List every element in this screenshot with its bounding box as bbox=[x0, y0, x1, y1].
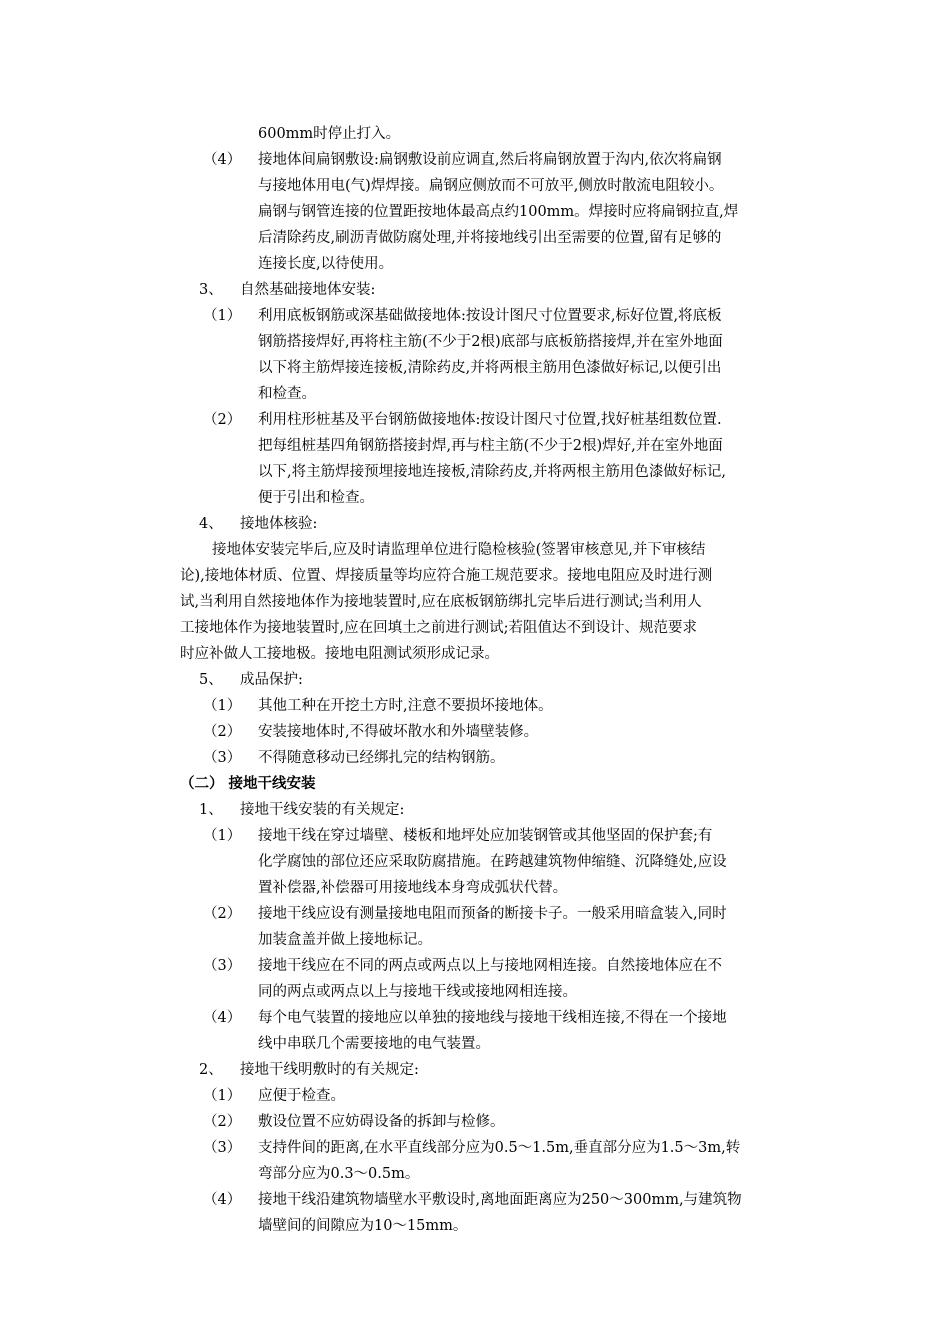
item-text-line: 扁钢与钢管连接的位置距按地体最高点约100mm。焊接时应将扁钢拉直,焊 bbox=[258, 204, 739, 220]
item-text-line: 以下,将主筋焊接预埋接地连接板,清除药皮,并将两根主筋用色漆做好标记, bbox=[258, 464, 726, 480]
item-text-line: 以下将主筋焊接连接板,清除药皮,并将两根主筋用色漆做好标记,以便引出 bbox=[258, 360, 722, 376]
paragraph-line: 工接地体作为接地装置时,应在回填土之前进行测试;若阻值达不到设计、规范要求 bbox=[180, 620, 697, 636]
item-text-line: 弯部分应为0.3～0.5m。 bbox=[258, 1166, 420, 1182]
item-text-line: 敷设位置不应妨碍设备的拆卸与检修。 bbox=[258, 1114, 505, 1130]
section-label: 接地干线明敷时的有关规定: bbox=[240, 1062, 419, 1078]
item-text-line: 墙壁间的间隙应为10～15mm。 bbox=[258, 1218, 468, 1234]
item-number: （4） bbox=[203, 1192, 242, 1208]
item-text-line: 把每组桩基四角钢筋搭接封焊,再与柱主筋(不少于2根)焊好,并在室外地面 bbox=[258, 438, 723, 454]
section-label: 自然基础接地体安装: bbox=[240, 282, 376, 298]
item-text-line: 便于引出和检查。 bbox=[258, 490, 374, 506]
item-text-line: 置补偿器,补偿器可用接地线本身弯成弧状代替。 bbox=[258, 880, 568, 896]
item-number: （2） bbox=[203, 412, 242, 428]
item-text-line: 利用柱形桩基及平台钢筋做接地体:按设计图尺寸位置,找好桩基组数位置. bbox=[258, 412, 722, 428]
section-number: 2、 bbox=[199, 1062, 223, 1078]
section-label: 成品保护: bbox=[240, 672, 303, 688]
item-text-line: 安装接地体时,不得破坏散水和外墙壁装修。 bbox=[258, 724, 539, 740]
item-number: （2） bbox=[203, 906, 242, 922]
item-text-line: 接地干线沿建筑物墙壁水平敷设时,离地面距离应为250～300mm,与建筑物 bbox=[258, 1192, 742, 1208]
item-text-line: 利用底板钢筋或深基础做接地体:按设计图尺寸位置要求,标好位置,将底板 bbox=[258, 308, 722, 324]
item-text-line: 接地干线在穿过墙壁、楼板和地坪处应加装钢管或其他坚固的保护套;有 bbox=[258, 828, 713, 844]
item-text-line: 接地干线应在不同的两点或两点以上与接地网相连接。自然接地体应在不 bbox=[258, 958, 722, 974]
item-number: （2） bbox=[203, 724, 242, 740]
item-text-line: 后清除药皮,刷沥青做防腐处理,并将接地线引出至需要的位置,留有足够的 bbox=[258, 230, 722, 246]
item-number: （4） bbox=[203, 152, 242, 168]
item-number: （1） bbox=[203, 1088, 242, 1104]
item-text-line: 同的两点或两点以上与接地干线或接地网相连接。 bbox=[258, 984, 577, 1000]
item-number: （4） bbox=[203, 1010, 242, 1026]
item-text-line: 钢筋搭接焊好,再将柱主筋(不少于2根)底部与底板筋搭接焊,并在室外地面 bbox=[258, 334, 723, 350]
section-heading: （二） 接地干线安装 bbox=[180, 775, 316, 792]
section-number: 5、 bbox=[199, 672, 223, 688]
item-text-line: 不得随意移动已经绑扎完的结构钢筋。 bbox=[258, 750, 505, 766]
item-text-line: 连接长度,以待使用。 bbox=[258, 256, 394, 272]
item-text-line: 和检查。 bbox=[258, 386, 316, 402]
item-text-line: 每个电气装置的接地应以单独的接地线与接地干线相连接,不得在一个接地 bbox=[258, 1010, 727, 1026]
item-text-line: 应便于检查。 bbox=[258, 1088, 345, 1104]
item-number: （1） bbox=[203, 308, 242, 324]
text-line: 600mm时停止打入。 bbox=[258, 126, 401, 142]
section-label: 接地干线安装的有关规定: bbox=[240, 802, 405, 818]
paragraph-line: 时应补做人工接地极。接地电阻测试须形成记录。 bbox=[180, 646, 499, 662]
section-number: 4、 bbox=[199, 516, 223, 532]
item-number: （1） bbox=[203, 698, 242, 714]
paragraph-line: 论),接地体材质、位置、焊接质量等均应符合施工规范要求。接地电阻应及时进行测 bbox=[180, 568, 713, 584]
item-number: （1） bbox=[203, 828, 242, 844]
item-text-line: 支持件间的距离,在水平直线部分应为0.5～1.5m,垂直部分应为1.5～3m,转 bbox=[258, 1140, 741, 1156]
item-number: （3） bbox=[203, 1140, 242, 1156]
paragraph-line: 试,当利用自然接地体作为接地装置时,应在底板钢筋绑扎完毕后进行测试;当利用人 bbox=[180, 594, 702, 610]
paragraph-line: 接地体安装完毕后,应及时请监理单位进行隐检核验(签署审核意见,并下审核结 bbox=[212, 542, 706, 558]
item-text-line: 与接地体用电(气)焊焊接。扁钢应侧放而不可放平,侧放时散流电阻较小。 bbox=[258, 178, 724, 194]
item-text-line: 化学腐蚀的部位还应采取防腐措施。在跨越建筑物伸缩缝、沉降缝处,应设 bbox=[258, 854, 727, 870]
item-text-line: 线中串联几个需要接地的电气装置。 bbox=[258, 1036, 490, 1052]
item-text-line: 其他工种在开挖土方时,注意不要损坏接地体。 bbox=[258, 698, 553, 714]
section-number: 3、 bbox=[199, 282, 223, 298]
item-number: （3） bbox=[203, 750, 242, 766]
item-text-line: 接地干线应设有测量接地电阻而预备的断接卡子。一般采用暗盒装入,同时 bbox=[258, 906, 727, 922]
section-label: 接地体核验: bbox=[240, 516, 318, 532]
item-number: （3） bbox=[203, 958, 242, 974]
section-number: 1、 bbox=[199, 802, 223, 818]
item-number: （2） bbox=[203, 1114, 242, 1130]
item-text-line: 加装盒盖并做上接地标记。 bbox=[258, 932, 432, 948]
item-text-line: 接地体间扁钢敷设:扁钢敷设前应调直,然后将扁钢放置于沟内,依次将扁钢 bbox=[258, 152, 722, 168]
